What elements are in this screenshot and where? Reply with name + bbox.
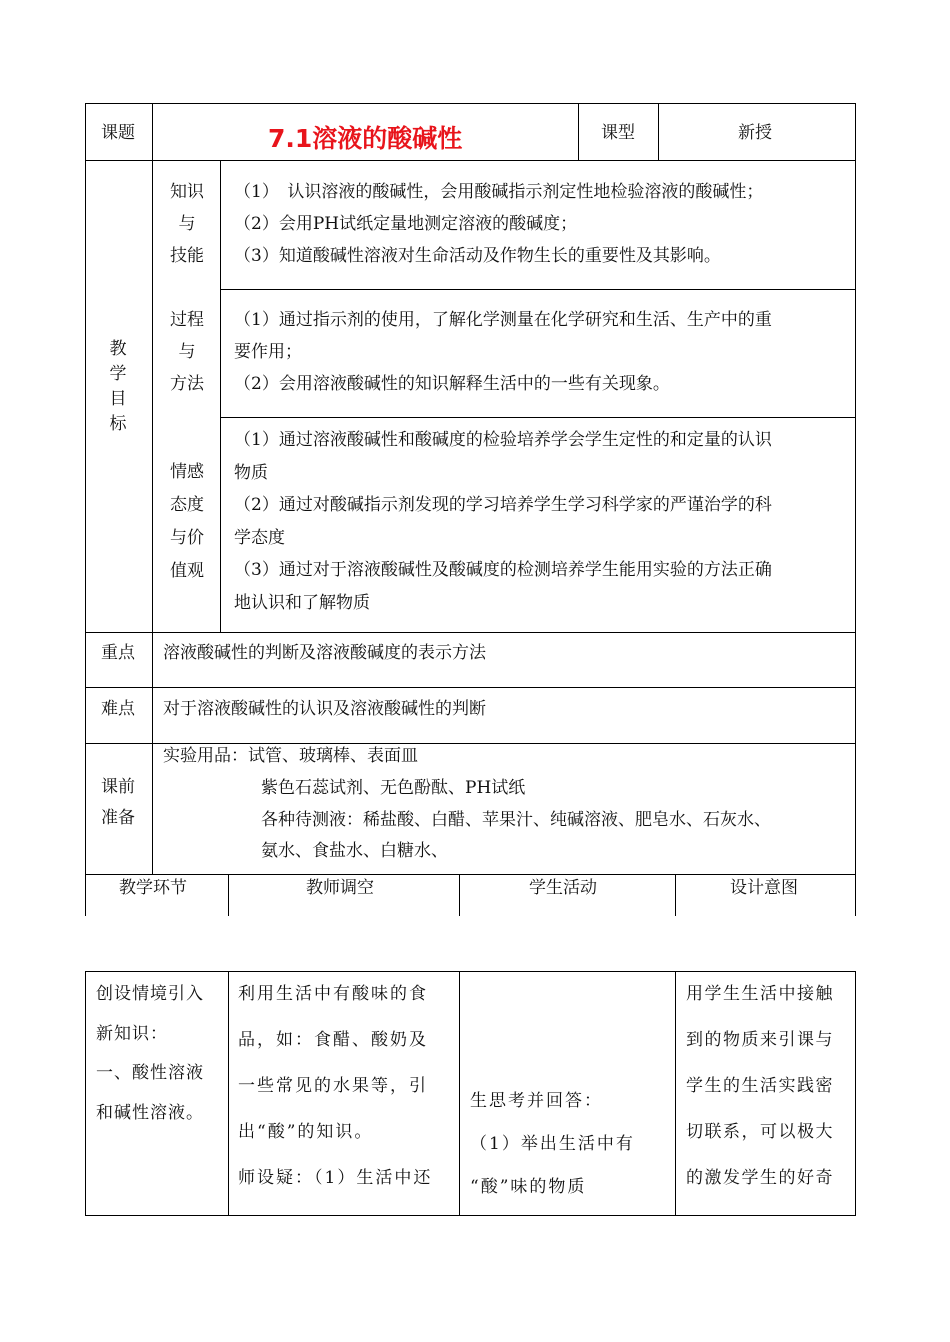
column-header-intent: 设计意图 — [730, 878, 798, 898]
column-header-stage: 教学环节 — [119, 878, 187, 898]
preparation-label: 课前 准备 — [101, 777, 135, 828]
topic-label: 课题 — [101, 123, 135, 143]
student-cell: 生思考并回答： （1）举出生活中有 “酸”味的物质 — [470, 1091, 635, 1197]
emotion-text: （1）通过溶液酸碱性和酸碱度的检验培养学会学生定性的和定量的认识 物质 （2）通过对酸碱指示剂发现的学习培养学生学习科学家的严谨治学的科 学态度 （3）通过对于溶液酸碱性及酸碱度的检测培养学生能用实验的方法正确 地认识和了解物质 — [234, 430, 772, 613]
type-value: 新授 — [738, 123, 772, 143]
type-label: 课型 — [601, 123, 635, 143]
stage-cell: 创设情境引入 新知识： 一、酸性溶液 和碱性溶液。 — [96, 984, 204, 1123]
difficulty-label: 难点 — [101, 699, 135, 719]
key-point-label: 重点 — [101, 643, 135, 663]
process-label: 过程 与 方法 — [170, 310, 204, 394]
teacher-cell: 利用生活中有酸味的食 品，如：食醋、酸奶及 一些常见的水果等，引 出“酸”的知识。 师设疑：（1）生活中还 — [238, 984, 433, 1188]
preparation-text: 紫色石蕊试剂、无色酚酞、PH试纸 各种待测液：稀盐酸、白醋、苹果汁、纯碱溶液、肥皂水、石灰水、 氨水、食盐水、白糖水、 — [261, 778, 771, 861]
process-text: （1）通过指示剂的使用，了解化学测量在化学研究和生活、生产中的重 要作用； （2）会用溶液酸碱性的知识解释生活中的一些有关现象。 — [234, 310, 772, 394]
column-header-teacher: 教师调空 — [306, 878, 374, 898]
emotion-label: 情感 态度 与价 值观 — [170, 462, 204, 581]
page-title: 7.1溶液的酸碱性 — [268, 124, 463, 153]
column-header-student: 学生活动 — [529, 878, 597, 898]
preparation-line-1: 实验用品：试管、玻璃棒、表面皿 — [163, 746, 418, 766]
intent-cell: 用学生生活中接触 到的物质来引课与 学生的生活实践密 切联系，可以极大 的激发学生的好奇 — [686, 984, 834, 1188]
difficulty-text: 对于溶液酸碱性的认识及溶液酸碱性的判断 — [163, 699, 486, 719]
knowledge-text: （1） 认识溶液的酸碱性，会用酸碱指示剂定性地检验溶液的酸碱性； （2）会用PH试纸定量地测定溶液的酸碱度； （3）知道酸碱性溶液对生命活动及作物生长的重要性及其影响。 — [234, 182, 764, 266]
objectives-label: 教 学 目 标 — [109, 339, 127, 434]
key-point-text: 溶液酸碱性的判断及溶液酸碱度的表示方法 — [163, 643, 486, 663]
knowledge-label: 知识 与 技能 — [170, 182, 204, 266]
